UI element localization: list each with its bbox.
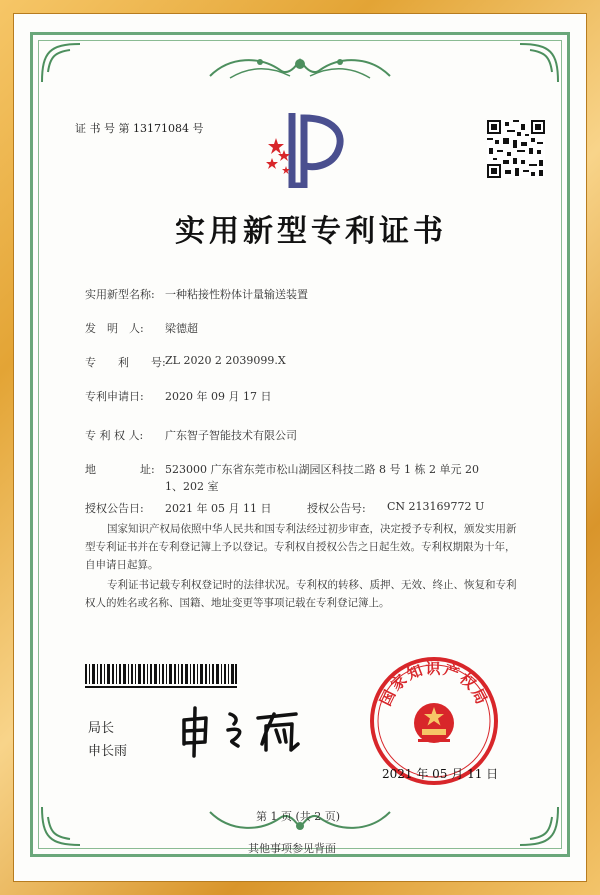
legal-status-statement: 专利证书记载专利权登记时的法律状况。专利权的转移、质押、无效、终止、恢复和专利权人的姓名或名称、国籍、地址变更等事项记载在专利登记簿上。: [85, 579, 517, 609]
footer-note: 其他事项参见背面: [248, 842, 336, 855]
holder-value: 广东智子智能技术有限公司: [165, 429, 297, 442]
certificate-title: 实用新型专利证书: [175, 214, 447, 249]
corner-ornament-tr: [510, 42, 560, 92]
inventor-value: 梁德超: [165, 322, 198, 335]
apply-date-value: 2020 年 09 月 17 日: [165, 390, 272, 403]
corner-ornament-tl: [40, 42, 90, 92]
announce-date-value: 2021 年 05 月 11 日: [165, 502, 272, 515]
seal-date: 2021 年 05 月 11 日: [382, 767, 499, 781]
qr-code: [487, 120, 545, 178]
name-value: 一种粘接性粉体计量输送装置: [165, 288, 308, 301]
certificate-number: 证 书 号 第 13171084 号: [75, 122, 204, 135]
grant-statement: 国家知识产权局依照中华人民共和国专利法经过初步审查，决定授予专利权，颁发实用新型专利证书并在专利登记簿上予以登记。专利权自授权公告之日起生效。专利权期限为十年，自申请日起算。: [85, 523, 517, 571]
director-title: 局长: [88, 721, 115, 736]
director-name: 申长雨: [88, 744, 128, 759]
svg-text:国家知识产权局: 国家知识产权局: [376, 659, 492, 709]
announce-number-value: CN 213169772 U: [387, 500, 485, 513]
patent-number-label: 专 利 号:: [85, 356, 166, 369]
barcode: [85, 664, 237, 684]
address-label: 地 址:: [85, 463, 155, 476]
top-ornament: [200, 50, 400, 86]
announce-number-label: 授权公告号:: [307, 502, 366, 515]
corner-ornament-bl: [40, 797, 90, 847]
announce-date-label: 授权公告日:: [85, 502, 144, 515]
name-label: 实用新型名称:: [85, 288, 155, 301]
address-value-line2: 1、202 室: [165, 480, 219, 493]
director-signature: [178, 700, 313, 760]
barcode-rule: [85, 686, 237, 688]
page-info: 第 1 页 (共 2 页): [256, 810, 341, 823]
patent-office-logo: [262, 108, 352, 188]
holder-label: 专 利 权 人:: [85, 429, 144, 442]
inventor-label: 发 明 人:: [85, 322, 144, 335]
apply-date-label: 专利申请日:: [85, 390, 144, 403]
corner-ornament-br: [510, 797, 560, 847]
address-value-line1: 523000 广东省东莞市松山湖园区科技二路 8 号 1 栋 2 单元 20: [165, 463, 479, 476]
patent-number-value: ZL 2020 2 2039099.X: [165, 354, 286, 367]
